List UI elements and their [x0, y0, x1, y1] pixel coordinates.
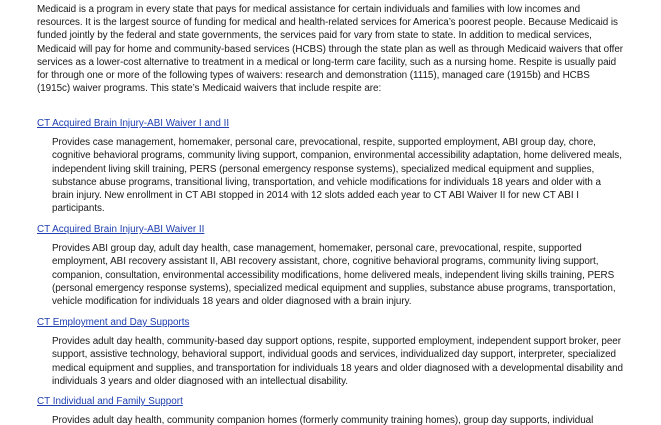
program-abi-waiver-2: [37, 223, 625, 308]
program-description: Provides adult day health, community-based day support options, respite, supported employment, independent support broker, peer support, assistive technology, behavioral support, individual goods and services, individualized day support, interpreter, specialized medical equipment and supplies, and transportation for individuals 18 years and older diagnosed with a developmental disability and individuals 3 years and older diagnosed with an intellectual disability.: [52, 336, 623, 387]
intro-paragraph: Medicaid is a program in every state that pays for medical assistance for certain individuals and families with low incomes and resources. It is the largest source of funding for medical and health-related services for America’s poorest people. Because Medicaid is funded jointly by the federal and state governments, the services paid for vary from state to state. In addition to medical services, Medicaid will pay for home and community-based services (HCBS) through the state plan as well as through Medicaid waivers that offer services as a lower-cost alternative to treatment in a medical or long-term care facility, such as a nursing home. Respite is usually paid for through one or more of the following types of waivers: research and demonstration (1115), managed care (1915b) and HCBS (1915c) waiver programs. This state’s Medicaid waivers that include respite are:: [37, 4, 623, 95]
program-description: Provides adult day health, community companion homes (formerly community training homes), group day supports, individual: [52, 415, 594, 425]
program-link-employment-day-supports[interactable]: CT Employment and Day Supports: [37, 317, 190, 328]
program-individual-family-support: [37, 395, 625, 425]
program-abi-waiver-1-2: [37, 117, 625, 215]
program-employment-day-supports: [37, 316, 625, 388]
program-description: Provides ABI group day, adult day health, case management, homemaker, personal care, prevocational, respite, supported employment, ABI recovery assistant II, ABI recovery assistant, chore, cognitive behavioral programs, community living support, companion, consultation, environmental accessibility modifications, home delivered meals, independent living skills training, PERS (personal emergency response systems), specialized medical equipment and supplies, substance abuse programs, transportation, vehicle modification for individuals 18 years and older diagnosed with a brain injury.: [52, 243, 616, 308]
program-link-abi-waiver-1-2[interactable]: CT Acquired Brain Injury-ABI Waiver I and II: [37, 118, 230, 129]
program-description: Provides case management, homemaker, personal care, prevocational, respite, supported employment, ABI group day, chore, cognitive behavioral programs, community living support, companion, environmental accessibility adaptation, home delivered meals, independent living skill training, PERS (personal emergency response systems), specialized medical equipment and supplies, substance abuse programs, transitional living, transportation, and vehicle modifications for individuals 18 years and older with a brain injury. New enrollment in CT ABI stopped in 2014 with 12 slots added each year to CT ABI Waiver II for new CT ABI I participants.: [52, 137, 622, 215]
program-link-individual-family-support[interactable]: CT Individual and Family Support: [37, 396, 183, 407]
program-link-abi-waiver-2[interactable]: CT Acquired Brain Injury-ABI Waiver II: [37, 224, 205, 235]
